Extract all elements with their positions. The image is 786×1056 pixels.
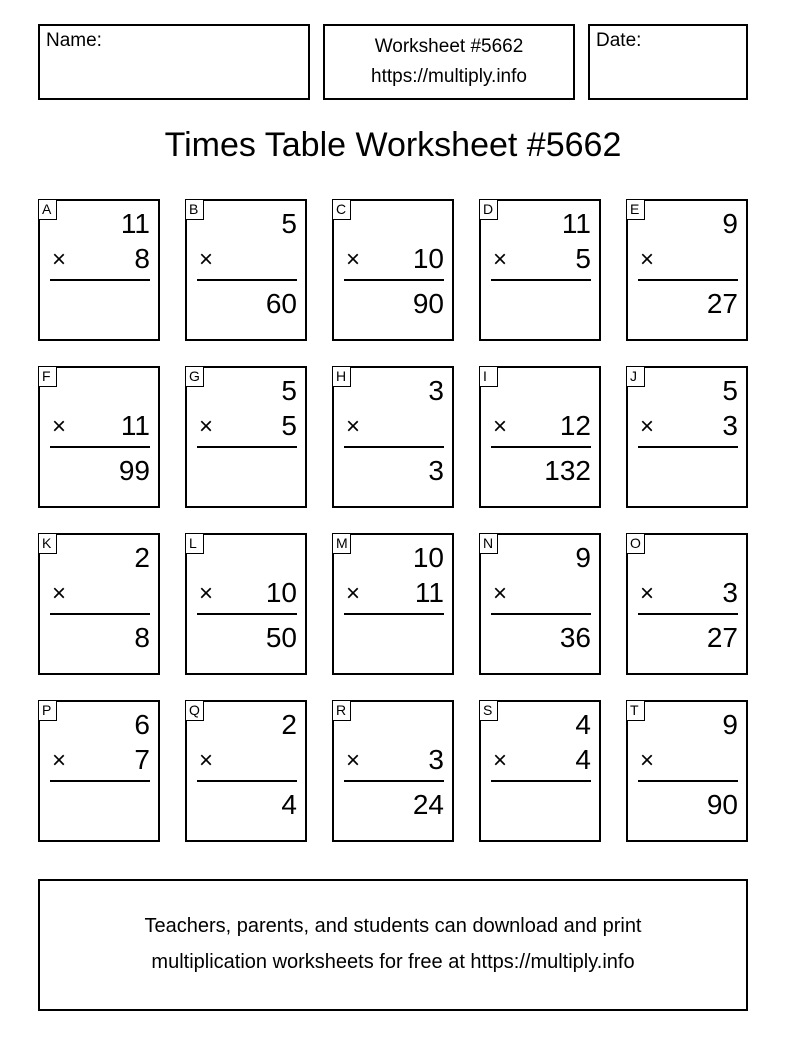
problem-letter: B xyxy=(185,199,204,220)
answer-line xyxy=(638,279,738,281)
answer-line xyxy=(344,279,444,281)
problem-answer: 3 xyxy=(428,455,444,486)
footer-text-line-1: Teachers, parents, and students can download and print xyxy=(144,915,642,937)
times-sign: × xyxy=(640,747,655,774)
problem-card xyxy=(38,700,160,842)
problem-card xyxy=(332,700,454,842)
problem-answer: 50 xyxy=(265,622,297,653)
times-sign: × xyxy=(493,246,508,273)
problem-bottom-number: 5 xyxy=(575,243,591,274)
problem-letter: E xyxy=(626,199,645,220)
answer-line xyxy=(344,446,444,448)
problem-letter: O xyxy=(626,533,645,554)
problem-top-number: 4 xyxy=(575,709,591,740)
problem-answer: 99 xyxy=(118,455,150,486)
problem-letter: J xyxy=(626,366,645,387)
problem-top-number: 6 xyxy=(134,709,150,740)
problem-answer: 4 xyxy=(281,789,297,820)
problem-letter: R xyxy=(332,700,351,721)
site-url: https://multiply.info xyxy=(371,66,527,87)
problem-card xyxy=(332,199,454,341)
problem-card xyxy=(332,366,454,508)
problem-bottom-number: 3 xyxy=(722,410,738,441)
footer-note-box xyxy=(38,879,748,1011)
answer-line xyxy=(50,446,150,448)
problem-letter: P xyxy=(38,700,57,721)
problem-top-number: 11 xyxy=(561,208,591,239)
problem-card xyxy=(626,700,748,842)
problem-card xyxy=(626,199,748,341)
problem-letter: G xyxy=(185,366,204,387)
answer-line xyxy=(491,780,591,782)
problem-letter: N xyxy=(479,533,498,554)
problem-bottom-number: 7 xyxy=(134,744,150,775)
problem-top-number: 9 xyxy=(722,208,738,239)
problem-answer: 36 xyxy=(559,622,591,653)
date-field-box[interactable] xyxy=(588,24,748,100)
answer-line xyxy=(638,446,738,448)
times-sign: × xyxy=(493,413,508,440)
problem-bottom-number: 8 xyxy=(134,243,150,274)
times-sign: × xyxy=(640,413,655,440)
answer-line xyxy=(50,613,150,615)
problem-letter: I xyxy=(479,366,498,387)
problem-card xyxy=(479,366,601,508)
problem-top-number: 2 xyxy=(281,709,297,740)
problem-answer: 27 xyxy=(706,622,738,653)
answer-line xyxy=(197,780,297,782)
answer-line xyxy=(344,613,444,615)
answer-line xyxy=(344,780,444,782)
problem-card xyxy=(479,199,601,341)
problem-top-number: 9 xyxy=(575,542,591,573)
answer-line xyxy=(491,279,591,281)
problem-letter: C xyxy=(332,199,351,220)
problem-letter: L xyxy=(185,533,204,554)
problem-answer: 8 xyxy=(134,622,150,653)
problem-answer: 90 xyxy=(412,288,444,319)
problem-letter: S xyxy=(479,700,498,721)
problem-card xyxy=(38,366,160,508)
problem-answer: 90 xyxy=(706,789,738,820)
answer-line xyxy=(491,446,591,448)
problem-answer: 24 xyxy=(412,789,444,820)
footer-text-line-2: multiplication worksheets for free at https://multiply.info xyxy=(151,951,635,973)
problem-card xyxy=(185,199,307,341)
problem-card xyxy=(626,533,748,675)
problem-answer: 27 xyxy=(706,288,738,319)
problem-card xyxy=(626,366,748,508)
problem-top-number: 3 xyxy=(428,375,444,406)
answer-line xyxy=(491,613,591,615)
problem-letter: Q xyxy=(185,700,204,721)
times-sign: × xyxy=(52,747,67,774)
worksheet-id-box xyxy=(323,24,575,100)
problem-bottom-number: 10 xyxy=(265,577,297,608)
answer-line xyxy=(197,279,297,281)
date-label: Date: xyxy=(596,30,642,51)
problem-letter: M xyxy=(332,533,351,554)
problem-answer: 132 xyxy=(544,455,591,486)
problem-bottom-number: 12 xyxy=(559,410,591,441)
times-sign: × xyxy=(52,246,67,273)
times-sign: × xyxy=(199,413,214,440)
times-sign: × xyxy=(346,747,361,774)
problem-card xyxy=(332,533,454,675)
times-sign: × xyxy=(493,580,508,607)
answer-line xyxy=(638,613,738,615)
problem-letter: D xyxy=(479,199,498,220)
problem-top-number: 5 xyxy=(281,208,297,239)
times-sign: × xyxy=(199,747,214,774)
problem-top-number: 10 xyxy=(412,542,444,573)
problem-letter: H xyxy=(332,366,351,387)
problem-card xyxy=(185,700,307,842)
problem-letter: F xyxy=(38,366,57,387)
worksheet-number: Worksheet #5662 xyxy=(374,36,524,57)
times-sign: × xyxy=(52,580,67,607)
times-sign: × xyxy=(640,580,655,607)
problem-letter: K xyxy=(38,533,57,554)
times-sign: × xyxy=(199,580,214,607)
times-sign: × xyxy=(199,246,214,273)
problem-answer: 60 xyxy=(265,288,297,319)
answer-line xyxy=(197,613,297,615)
times-sign: × xyxy=(346,413,361,440)
problem-top-number: 5 xyxy=(722,375,738,406)
problem-top-number: 2 xyxy=(134,542,150,573)
answer-line xyxy=(50,780,150,782)
problem-bottom-number: 5 xyxy=(281,410,297,441)
answer-line xyxy=(197,446,297,448)
times-sign: × xyxy=(52,413,67,440)
answer-line xyxy=(50,279,150,281)
problem-card xyxy=(38,533,160,675)
problem-card xyxy=(185,533,307,675)
problem-card xyxy=(479,533,601,675)
times-sign: × xyxy=(493,747,508,774)
problem-bottom-number: 10 xyxy=(412,243,444,274)
times-sign: × xyxy=(640,246,655,273)
problem-letter: A xyxy=(38,199,57,220)
name-label: Name: xyxy=(46,30,102,51)
problem-card xyxy=(479,700,601,842)
problem-bottom-number: 11 xyxy=(120,410,150,441)
name-field-box[interactable] xyxy=(38,24,310,100)
problem-bottom-number: 3 xyxy=(428,744,444,775)
problem-top-number: 9 xyxy=(722,709,738,740)
problem-top-number: 11 xyxy=(120,208,150,239)
problem-letter: T xyxy=(626,700,645,721)
times-sign: × xyxy=(346,246,361,273)
page-title: Times Table Worksheet #5662 xyxy=(164,126,622,164)
times-sign: × xyxy=(346,580,361,607)
problem-card xyxy=(185,366,307,508)
problem-bottom-number: 3 xyxy=(722,577,738,608)
problem-top-number: 5 xyxy=(281,375,297,406)
problem-bottom-number: 11 xyxy=(414,577,444,608)
problem-card xyxy=(38,199,160,341)
problem-bottom-number: 4 xyxy=(575,744,591,775)
answer-line xyxy=(638,780,738,782)
